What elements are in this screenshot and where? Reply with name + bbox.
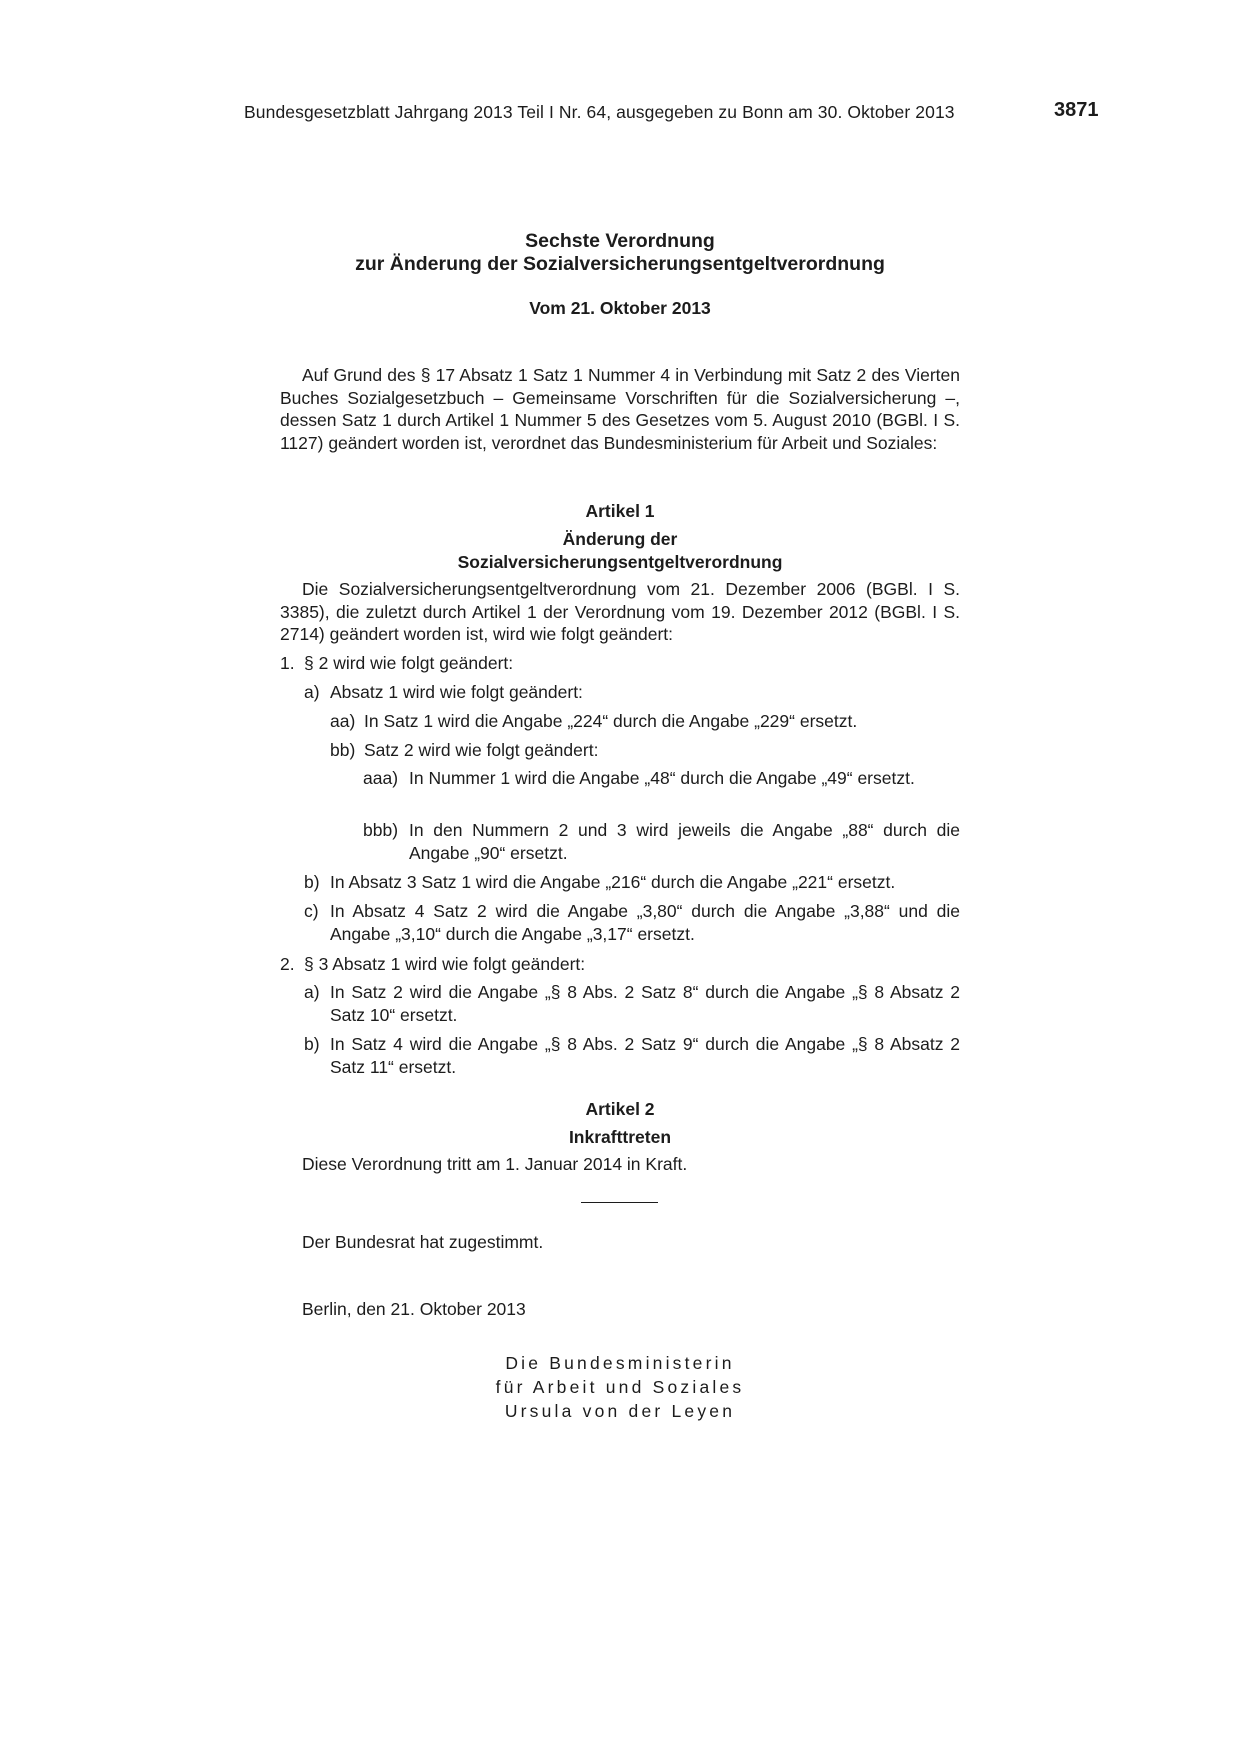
list-text: § 3 Absatz 1 wird wie folgt geändert:: [304, 954, 586, 974]
consent-note: Der Bundesrat hat zugestimmt.: [302, 1232, 544, 1252]
article-1-subheading: [280, 528, 960, 574]
preamble: Auf Grund des § 17 Absatz 1 Satz 1 Nummer 4 in Verbindung mit Satz 2 des Vierten Buches Sozialgesetzbuch – Gemeinsame Vorschriften für die Sozialversicherung –, dessen Satz 1 durch Artikel 1 Nummer 5 des Gesetzes vom 5. August 2010 (BGBl. I S. 1127) geändert worden ist, verordnet das Bundesministerium für Arbeit und Soziales:: [280, 365, 960, 453]
signatory-name: Ursula von der Leyen: [504, 1401, 736, 1421]
list-item: [304, 981, 960, 1026]
list-marker: bbb): [363, 820, 399, 840]
list-marker: b): [304, 872, 320, 892]
list-marker: b): [304, 1034, 320, 1054]
signatory-line-2: für Arbeit und Soziales: [495, 1377, 745, 1397]
list-text: In Absatz 3 Satz 1 wird die Angabe „216“ durch die Angabe „221“ ersetzt.: [330, 872, 896, 892]
signatory-line-1: Die Bundesministerin: [505, 1353, 735, 1373]
list-marker: 1.: [280, 653, 295, 673]
list-item: [304, 681, 960, 704]
list-text: In Satz 2 wird die Angabe „§ 8 Abs. 2 Satz 8“ durch die Angabe „§ 8 Absatz 2 Satz 10“ ersetzt.: [330, 982, 960, 1025]
separator-rule: [581, 1202, 658, 1203]
list-text: In Nummer 1 wird die Angabe „48“ durch die Angabe „49“ ersetzt.: [409, 768, 915, 788]
title-line-1: Sechste Verordnung: [525, 230, 715, 252]
list-item: [363, 819, 960, 864]
list-marker: c): [304, 901, 319, 921]
article-1-subheading-line-1: Änderung der: [562, 529, 678, 549]
article-1-heading: Artikel 1: [585, 501, 655, 521]
document-date: Vom 21. Oktober 2013: [529, 298, 711, 318]
page-number: 3871: [1054, 99, 1099, 121]
list-text: In Absatz 4 Satz 2 wird die Angabe „3,80“ durch die Angabe „3,88“ und die Angabe „3,10“ durch die Angabe „3,17“ ersetzt.: [330, 901, 960, 944]
list-text: § 2 wird wie folgt geändert:: [304, 653, 514, 673]
signature-block: [440, 1351, 800, 1423]
article-1-subheading-line-2: Sozialversicherungsentgeltverordnung: [457, 552, 783, 572]
list-item: [304, 871, 960, 894]
list-marker: a): [304, 982, 320, 1002]
list-text: In Satz 1 wird die Angabe „224“ durch die Angabe „229“ ersetzt.: [364, 711, 858, 731]
list-item: [280, 953, 960, 976]
list-item: [304, 1033, 960, 1078]
list-text: In den Nummern 2 und 3 wird jeweils die Angabe „88“ durch die Angabe „90“ ersetzt.: [409, 820, 960, 863]
list-text: In Satz 4 wird die Angabe „§ 8 Abs. 2 Satz 9“ durch die Angabe „§ 8 Absatz 2 Satz 11“ ersetzt.: [330, 1034, 960, 1077]
list-marker: a): [304, 682, 320, 702]
list-text: Satz 2 wird wie folgt geändert:: [364, 740, 599, 760]
place-date: Berlin, den 21. Oktober 2013: [302, 1299, 526, 1319]
list-marker: aaa): [363, 768, 399, 788]
list-item: [330, 710, 960, 733]
list-marker: aa): [330, 711, 356, 731]
title-line-2: zur Änderung der Sozialversicherungsentgeltverordnung: [355, 253, 885, 275]
list-text: Absatz 1 wird wie folgt geändert:: [330, 682, 583, 702]
list-marker: bb): [330, 740, 356, 760]
article-2-text: Diese Verordnung tritt am 1. Januar 2014 in Kraft.: [302, 1154, 688, 1174]
article-2-heading: Artikel 2: [585, 1099, 655, 1119]
list-item: [280, 652, 960, 675]
article-1-intro: Die Sozialversicherungsentgeltverordnung vom 21. Dezember 2006 (BGBl. I S. 3385), die zuletzt durch Artikel 1 der Verordnung vom 19. Dezember 2012 (BGBl. I S. 2714) geändert worden ist, wird wie folgt geändert:: [280, 579, 960, 644]
document-title: [280, 230, 960, 276]
list-item: [363, 767, 960, 790]
running-head: Bundesgesetzblatt Jahrgang 2013 Teil I Nr. 64, ausgegeben zu Bonn am 30. Oktober 2013: [244, 102, 955, 122]
list-item: [304, 900, 960, 945]
list-item: [330, 739, 960, 762]
list-marker: 2.: [280, 954, 295, 974]
article-2-subheading: Inkrafttreten: [568, 1127, 672, 1147]
